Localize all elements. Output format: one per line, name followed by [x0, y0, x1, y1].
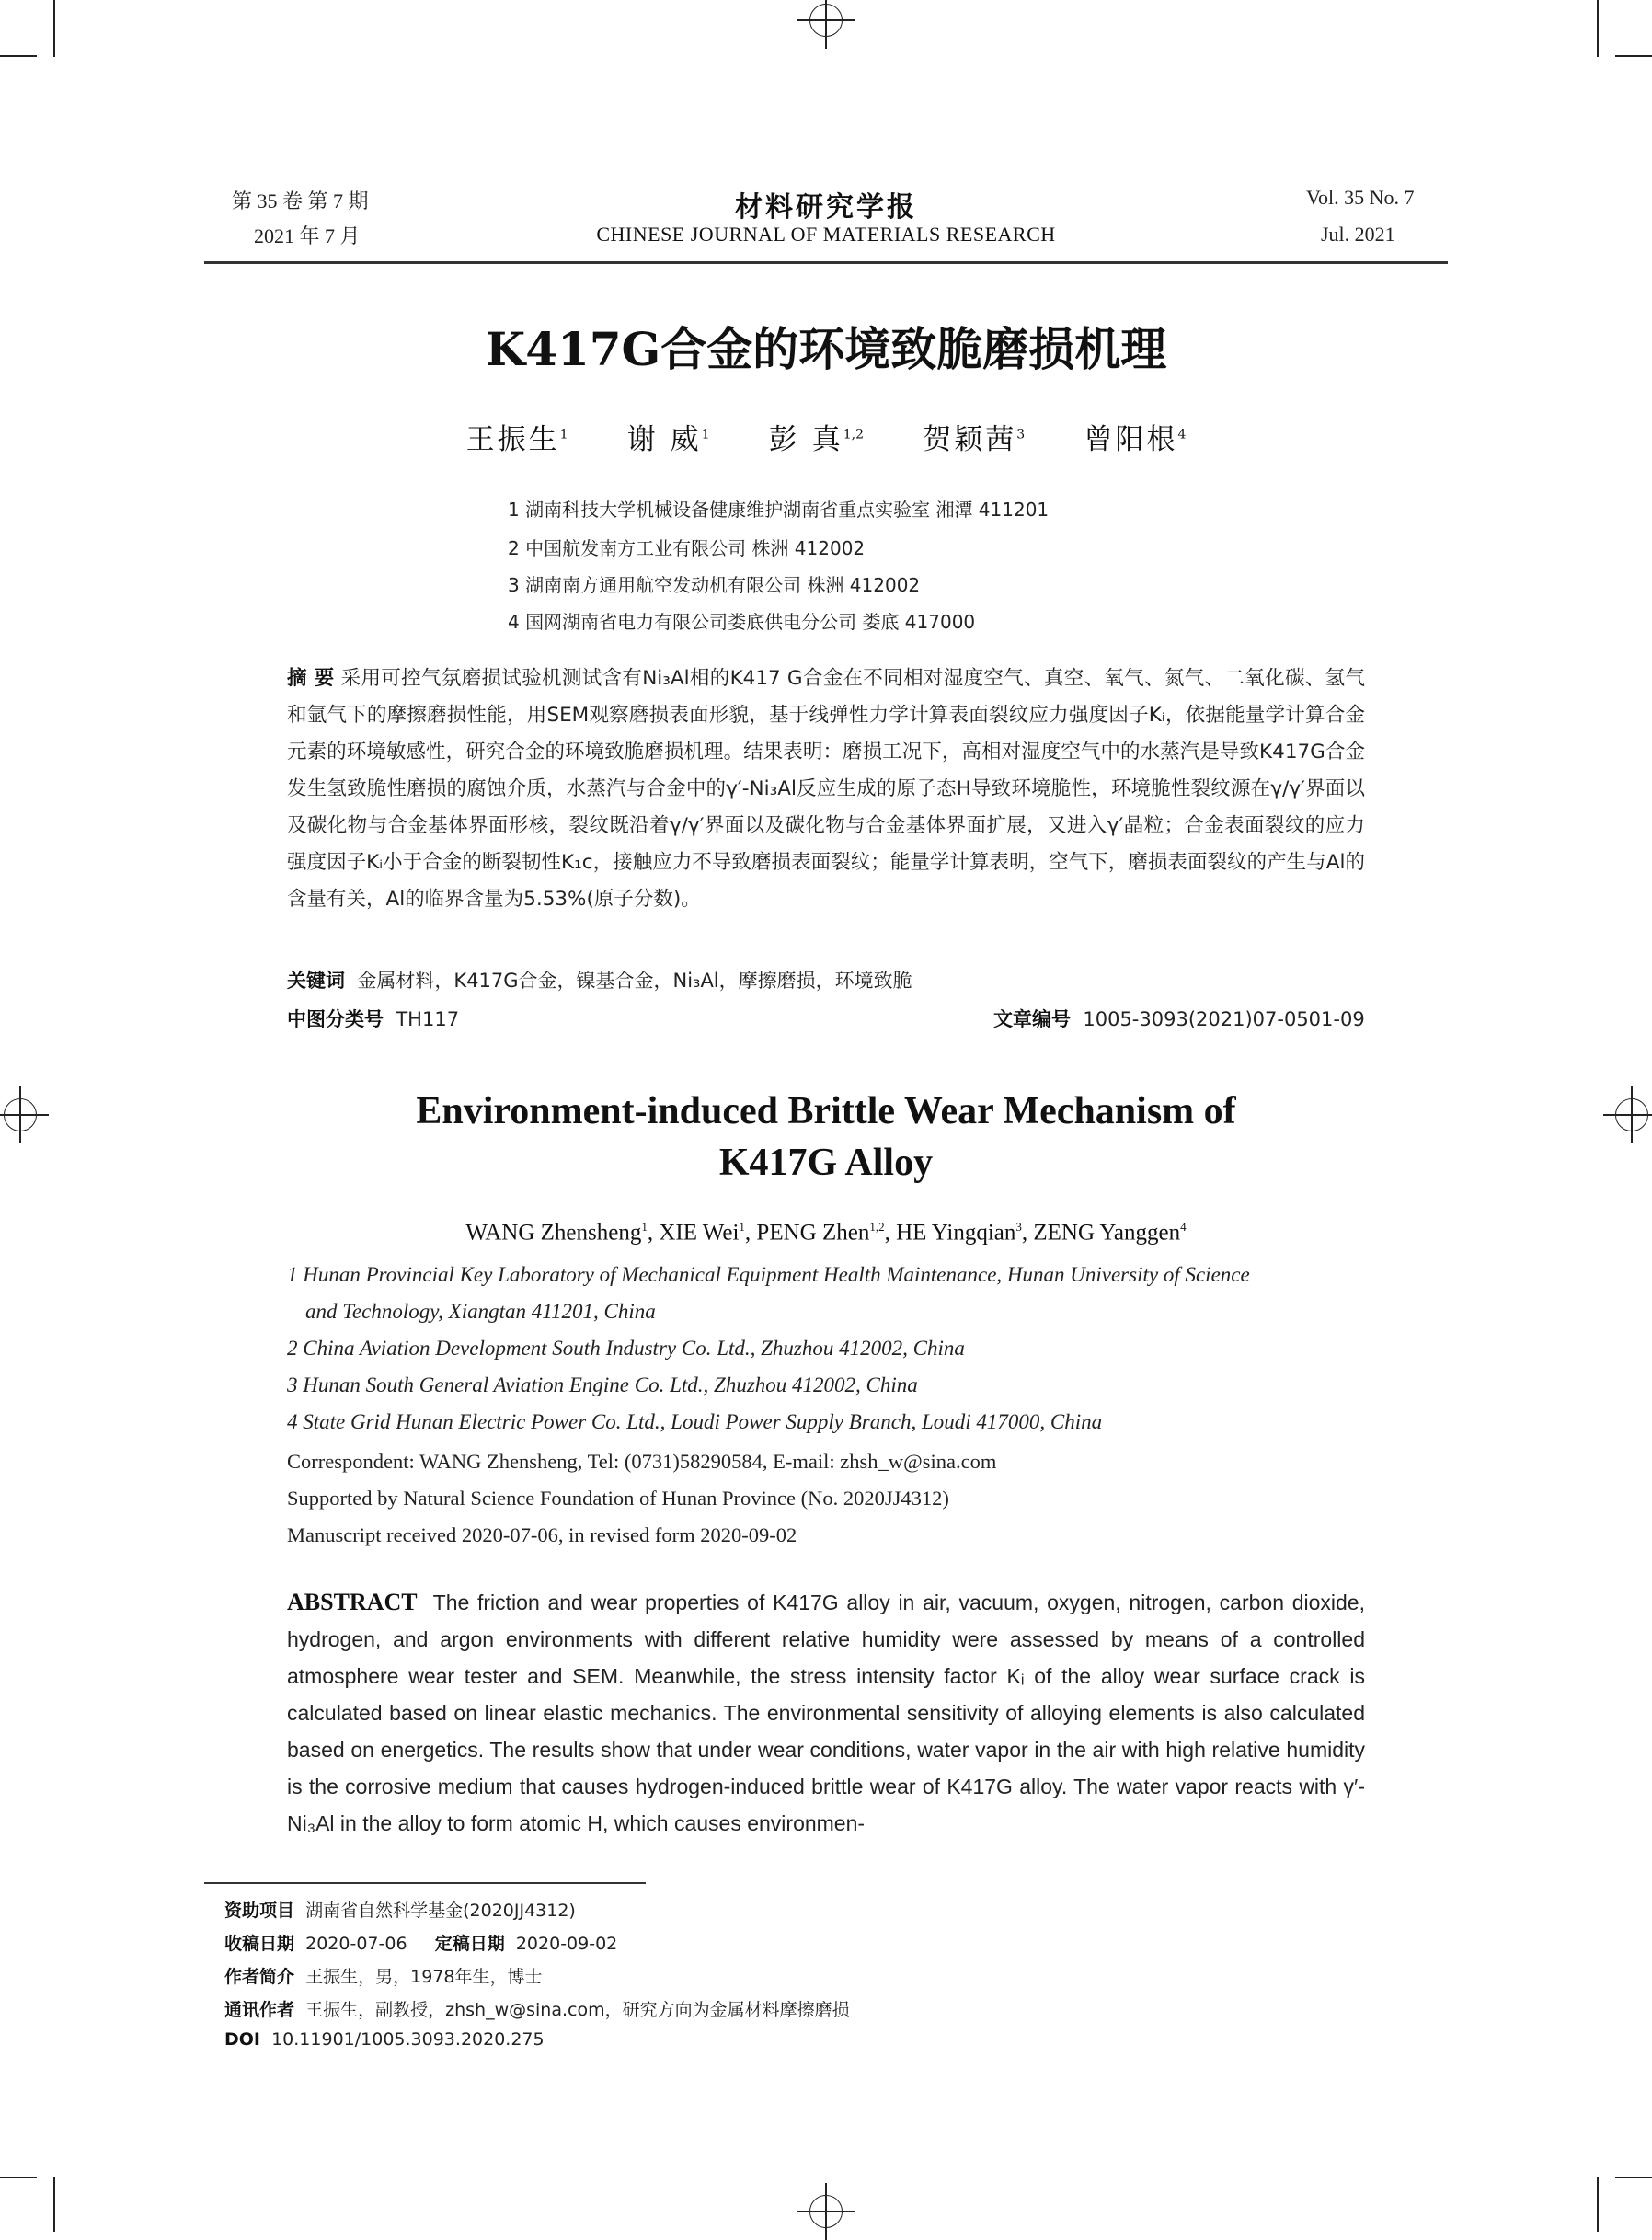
footnote-funding: 资助项目 湖南省自然科学基金(2020JJ4312): [224, 1901, 576, 1921]
author-cn: 曾阳根$^4$: [1084, 423, 1187, 456]
crop-mark: [0, 55, 37, 57]
abstract-cn-label: 摘 要: [287, 667, 335, 690]
footnote-dates: 收稿日期 2020-07-06 定稿日期 2020-09-02: [224, 1934, 618, 1954]
header-date-cn: 2021 年 7 月: [254, 224, 361, 247]
footnote-author-bio: 作者简介 王振生，男，1978年生，博士: [224, 1967, 543, 1987]
journal-title-cn: 材料研究学报: [735, 191, 917, 224]
crop-mark: [1615, 2177, 1652, 2178]
footnote-rule: [204, 1882, 646, 1884]
author-cn: 王振生$^1$: [465, 423, 568, 456]
crop-mark: [1597, 2177, 1599, 2232]
header-volume-cn: 第 35 卷 第 7 期: [232, 190, 369, 213]
classification-cn: 中图分类号 TH117: [287, 1008, 460, 1030]
affiliation-en: 4 State Grid Hunan Electric Power Co. Ltd., Loudi Power Supply Branch, Loudi 417000, China: [287, 1410, 1103, 1433]
journal-title-en: CHINESE JOURNAL OF MATERIALS RESEARCH: [596, 223, 1056, 246]
funding-note: Supported by Natural Science Foundation of Hunan Province (No. 2020JJ4312): [287, 1487, 949, 1510]
author-cn: 谢 威$^1$: [626, 423, 710, 456]
crop-mark: [0, 2177, 37, 2178]
footnote-doi: DOI 10.11901/1005.3093.2020.275: [224, 2029, 545, 2050]
keywords-cn: 关键词 金属材料，K417G合金，镍基合金，Ni₃Al，摩擦磨损，环境致脆: [287, 970, 912, 992]
footnote-correspondent: 通讯作者 王振生，副教授，zhsh_w@sina.com，研究方向为金属材料摩擦磨损: [224, 2000, 850, 2020]
affiliation-cn: 3 湖南南方通用航空发动机有限公司 株洲 412002: [508, 574, 921, 596]
crop-mark: [53, 2177, 55, 2232]
header-rule: [204, 261, 1448, 264]
article-title-en-line: K417G Alloy: [718, 1142, 934, 1184]
manuscript-dates: Manuscript received 2020-07-06, in revised form 2020-09-02: [287, 1523, 797, 1546]
article-number-cn: 文章编号 1005-3093(2021)07-0501-09: [993, 1008, 1365, 1030]
affiliation-en: 3 Hunan South General Aviation Engine Co. Ltd., Zhuzhou 412002, China: [287, 1373, 918, 1396]
registration-mark: [809, 2195, 843, 2228]
abstract-en-label: ABSTRACT: [287, 1589, 418, 1615]
article-title-cn: K417G合金的环境致脆磨损机理: [485, 322, 1167, 376]
header-date-en: Jul. 2021: [1321, 223, 1395, 246]
abstract-cn: [287, 661, 1365, 918]
crop-mark: [53, 0, 55, 57]
affiliation-en: 1 Hunan Provincial Key Laboratory of Mechanical Equipment Health Maintenance, Hunan University of Science: [287, 1263, 1250, 1286]
article-title-en: [0, 1086, 1652, 1189]
abstract-cn-text: 采用可控气氛磨损试验机测试含有Ni₃Al相的K417 G合金在不同相对湿度空气、真空、氧气、氮气、二氧化碳、氢气和氩气下的摩擦磨损性能，用SEM观察磨损表面形貌，基于线弹性力学计算表面裂纹应力强度因子Kᵢ，依据能量学计算合金元素的环境敏感性，研究合金的环境致脆磨损机理。结果表明：磨损工况下，高相对湿度空气中的水蒸汽是导致K417G合金发生氢致脆性磨损的腐蚀介质，水蒸汽与合金中的γ′-Ni₃Al反应生成的原子态H导致环境脆性，环境脆性裂纹源在γ/γ′界面以及碳化物与合金基体界面形核，裂纹既沿着γ/γ′界面以及碳化物与合金基体界面扩展，又进入γ′晶粒；合金表面裂纹的应力强度因子Kᵢ小于合金的断裂韧性K₁c，接触应力不导致磨损表面裂纹；能量学计算表明，空气下，磨损表面裂纹的产生与Al的含量有关，Al的临界含量为5.53%(原子分数)。: [287, 667, 1365, 911]
author-cn: 贺颖茜$^3$: [923, 423, 1026, 456]
affiliations-en: [287, 1257, 1391, 1441]
correspondent: Correspondent: WANG Zhensheng, Tel: (0731)58290584, E-mail: zhsh_w@sina.com: [287, 1450, 997, 1473]
registration-mark: [809, 4, 843, 37]
affiliation-cn: 1 湖南科技大学机械设备健康维护湖南省重点实验室 湘潭 411201: [508, 499, 1050, 521]
authors-cn: [0, 416, 1652, 457]
abstract-en: [287, 1584, 1365, 1842]
header-volume-en: Vol. 35 No. 7: [1306, 186, 1415, 209]
affiliation-cn: 4 国网湖南省电力有限公司娄底供电分公司 娄底 417000: [508, 611, 976, 633]
crop-mark: [1597, 0, 1599, 57]
author-cn: 彭 真$^{1,2}$: [768, 423, 864, 456]
authors-en: WANG Zhensheng$^1$, XIE Wei$^1$, PENG Zhen$^{1,2}$, HE Yingqian$^3$, ZENG Yanggen$^4$: [465, 1220, 1187, 1246]
abstract-en-text: The friction and wear properties of K417G alloy in air, vacuum, oxygen, nitrogen, carbon dioxide, hydrogen, and argon environments with different relative humidity were assessed by means of a controlled atmosphere wear tester and SEM. Meanwhile, the stress intensity factor Kᵢ of the alloy wear surface crack is calculated based on linear elastic mechanics. The environmental sensitivity of alloying elements is also calculated based on energetics. The results show that under wear conditions, water vapor in the air with high relative humidity is the corrosive medium that causes hydrogen-induced brittle wear of K417G alloy. The water vapor reacts with γ′-Ni₃Al in the alloy to form atomic H, which causes environmen-: [287, 1591, 1365, 1835]
article-title-en-line: Environment-induced Brittle Wear Mechanism of: [416, 1090, 1236, 1132]
affiliation-en: 2 China Aviation Development South Industry Co. Ltd., Zhuzhou 412002, China: [287, 1337, 965, 1360]
crop-mark: [1615, 55, 1652, 57]
affiliation-cn: 2 中国航发南方工业有限公司 株洲 412002: [508, 537, 866, 559]
affiliation-en: and Technology, Xiangtan 411201, China: [305, 1300, 656, 1323]
